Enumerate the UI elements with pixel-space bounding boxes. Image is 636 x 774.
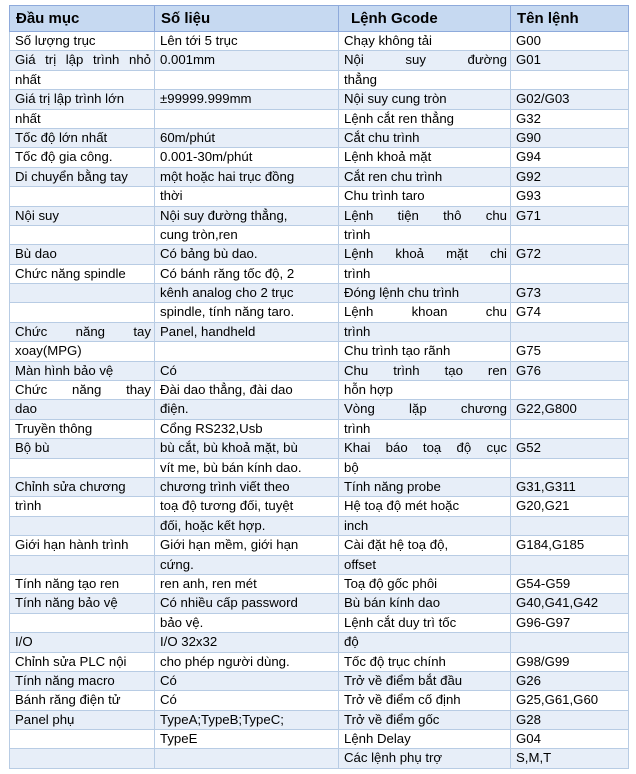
cell-category: trình (10, 497, 155, 516)
header-value: Số liệu (155, 6, 339, 32)
cell-value: vít me, bù bán kính dao. (155, 458, 339, 477)
cell-gcode: Trở về điểm cố định (339, 691, 511, 710)
cell-gcode: Các lệnh phụ trợ (339, 749, 511, 768)
table-row (10, 633, 629, 652)
cell-category: Nội suy (10, 206, 155, 225)
cell-gcode: Chu trình tạo ren (339, 361, 511, 380)
table-row (10, 303, 629, 322)
cell-gcode: Lệnh cắt duy trì tốc (339, 613, 511, 632)
cell-value: Giới hạn mềm, giới hạn (155, 536, 339, 555)
cell-category (10, 613, 155, 632)
cell-gcode: Chu trình tạo rãnh (339, 342, 511, 361)
cell-command-name: G04 (511, 730, 629, 749)
cell-category: Chức năng thay (10, 381, 155, 400)
table-row (10, 671, 629, 690)
cell-gcode: Lệnh tiện thô chu (339, 206, 511, 225)
table-row (10, 613, 629, 632)
cell-gcode: trình (339, 419, 511, 438)
cell-command-name: G96-G97 (511, 613, 629, 632)
table-row (10, 51, 629, 70)
cell-command-name: G00 (511, 32, 629, 51)
cell-category (10, 225, 155, 244)
cell-command-name: G31,G311 (511, 477, 629, 496)
table-row (10, 477, 629, 496)
cell-command-name: G184,G185 (511, 536, 629, 555)
header-row (10, 6, 629, 32)
cell-command-name (511, 264, 629, 283)
cell-gcode: bộ (339, 458, 511, 477)
table-row (10, 691, 629, 710)
cell-command-name: G52 (511, 439, 629, 458)
cell-category (10, 730, 155, 749)
table-row (10, 710, 629, 729)
cell-value: bù cắt, bù khoả mặt, bù (155, 439, 339, 458)
cell-category: Tốc độ gia công. (10, 148, 155, 167)
cell-value: Có (155, 671, 339, 690)
table-row (10, 109, 629, 128)
table-row (10, 400, 629, 419)
cell-gcode: Trở về điểm gốc (339, 710, 511, 729)
table-row (10, 361, 629, 380)
cell-value (155, 109, 339, 128)
cell-category: Màn hình bảo vệ (10, 361, 155, 380)
cell-value: đối, hoặc kết hợp. (155, 516, 339, 535)
header-category: Đầu mục (10, 6, 155, 32)
cell-command-name (511, 381, 629, 400)
cell-gcode: Lệnh khoan chu (339, 303, 511, 322)
cell-gcode: Khai báo toạ độ cục (339, 439, 511, 458)
cell-command-name: G76 (511, 361, 629, 380)
cell-gcode: Tính năng probe (339, 477, 511, 496)
cell-value: I/O 32x32 (155, 633, 339, 652)
cell-category: Tính năng bảo vệ (10, 594, 155, 613)
cell-value: 0.001-30m/phút (155, 148, 339, 167)
cell-value: TypeE (155, 730, 339, 749)
table-row (10, 70, 629, 89)
cell-value: Có bảng bù dao. (155, 245, 339, 264)
cell-gcode: Lệnh khoả mặt (339, 148, 511, 167)
cell-category (10, 303, 155, 322)
table-row (10, 264, 629, 283)
cell-command-name: G92 (511, 167, 629, 186)
cell-value: spindle, tính năng taro. (155, 303, 339, 322)
table-row (10, 497, 629, 516)
cell-gcode: Lệnh Delay (339, 730, 511, 749)
header-gcode: Lệnh Gcode (339, 6, 511, 32)
table-row (10, 749, 629, 768)
cell-gcode: thẳng (339, 70, 511, 89)
cell-value: 0.001mm (155, 51, 339, 70)
cell-command-name: G40,G41,G42 (511, 594, 629, 613)
cell-value: Đài dao thẳng, đài dao (155, 381, 339, 400)
table-row (10, 730, 629, 749)
cell-gcode: trình (339, 264, 511, 283)
spec-table (9, 5, 629, 769)
cell-value: ±99999.999mm (155, 90, 339, 109)
table-row (10, 516, 629, 535)
cell-gcode: Toạ độ gốc phôi (339, 574, 511, 593)
cell-category: Chức năng spindle (10, 264, 155, 283)
cell-gcode: Bù bán kính dao (339, 594, 511, 613)
cell-gcode: trình (339, 322, 511, 341)
table-body (10, 32, 629, 769)
cell-gcode: độ (339, 633, 511, 652)
cell-category: dao (10, 400, 155, 419)
table-row (10, 148, 629, 167)
cell-value: Có bánh răng tốc độ, 2 (155, 264, 339, 283)
cell-command-name: G26 (511, 671, 629, 690)
cell-gcode: hỗn hợp (339, 381, 511, 400)
cell-value: cung tròn,ren (155, 225, 339, 244)
cell-gcode: Nội suy cung tròn (339, 90, 511, 109)
cell-command-name (511, 458, 629, 477)
cell-value: chương trình viết theo (155, 477, 339, 496)
cell-gcode: Chạy không tải (339, 32, 511, 51)
cell-command-name: G75 (511, 342, 629, 361)
cell-command-name (511, 516, 629, 535)
cell-value: bảo vệ. (155, 613, 339, 632)
cell-category (10, 555, 155, 574)
cell-gcode: Vòng lặp chương (339, 400, 511, 419)
cell-gcode: trình (339, 225, 511, 244)
table-row (10, 536, 629, 555)
cell-command-name (511, 225, 629, 244)
cell-category (10, 458, 155, 477)
cell-command-name: G25,G61,G60 (511, 691, 629, 710)
cell-command-name: G22,G800 (511, 400, 629, 419)
cell-category: Tốc độ lớn nhất (10, 128, 155, 147)
cell-command-name: S,M,T (511, 749, 629, 768)
cell-category: I/O (10, 633, 155, 652)
cell-value: ren anh, ren mét (155, 574, 339, 593)
cell-value: Có nhiều cấp password (155, 594, 339, 613)
cell-gcode: Lệnh khoả mặt chi (339, 245, 511, 264)
cell-category: Tính năng macro (10, 671, 155, 690)
cell-command-name: G90 (511, 128, 629, 147)
cell-command-name: G71 (511, 206, 629, 225)
cell-category: Giới hạn hành trình (10, 536, 155, 555)
cell-category: Panel phụ (10, 710, 155, 729)
cell-value: 60m/phút (155, 128, 339, 147)
table-row (10, 32, 629, 51)
cell-value: Lên tới 5 trục (155, 32, 339, 51)
table-row (10, 419, 629, 438)
cell-gcode: inch (339, 516, 511, 535)
cell-value: điện. (155, 400, 339, 419)
table-row (10, 187, 629, 206)
table-row (10, 574, 629, 593)
table-row (10, 555, 629, 574)
cell-gcode: Cài đặt hệ toạ độ, (339, 536, 511, 555)
cell-value: kênh analog cho 2 trục (155, 284, 339, 303)
cell-category (10, 284, 155, 303)
cell-category: Bù dao (10, 245, 155, 264)
cell-value: Panel, handheld (155, 322, 339, 341)
table-row (10, 322, 629, 341)
cell-value: cứng. (155, 555, 339, 574)
cell-value: Cổng RS232,Usb (155, 419, 339, 438)
cell-gcode: Trở về điểm bắt đầu (339, 671, 511, 690)
table-row (10, 284, 629, 303)
cell-category: Giá trị lập trình nhỏ (10, 51, 155, 70)
cell-category: Chỉnh sửa chương (10, 477, 155, 496)
cell-category: Chỉnh sửa PLC nội (10, 652, 155, 671)
cell-gcode: Chu trình taro (339, 187, 511, 206)
cell-value: toạ độ tương đối, tuyệt (155, 497, 339, 516)
cell-gcode: Đóng lệnh chu trình (339, 284, 511, 303)
spec-table-container (9, 5, 628, 769)
cell-value (155, 749, 339, 768)
cell-command-name: G28 (511, 710, 629, 729)
table-row (10, 458, 629, 477)
cell-category (10, 749, 155, 768)
cell-value: một hoặc hai trục đồng (155, 167, 339, 186)
cell-command-name: G94 (511, 148, 629, 167)
cell-gcode: Hệ toạ độ mét hoặc (339, 497, 511, 516)
table-row (10, 128, 629, 147)
table-row (10, 439, 629, 458)
table-row (10, 381, 629, 400)
cell-category: nhất (10, 70, 155, 89)
cell-value: thời (155, 187, 339, 206)
cell-category: Tính năng tạo ren (10, 574, 155, 593)
cell-category (10, 187, 155, 206)
cell-command-name: G73 (511, 284, 629, 303)
cell-category: Số lượng trục (10, 32, 155, 51)
table-row (10, 245, 629, 264)
cell-value: Có (155, 691, 339, 710)
table-row (10, 342, 629, 361)
cell-value: cho phép người dùng. (155, 652, 339, 671)
cell-gcode: Cắt ren chu trình (339, 167, 511, 186)
table-row (10, 167, 629, 186)
cell-command-name: G01 (511, 51, 629, 70)
cell-command-name: G93 (511, 187, 629, 206)
cell-command-name: G02/G03 (511, 90, 629, 109)
cell-category: Truyền thông (10, 419, 155, 438)
cell-command-name (511, 633, 629, 652)
cell-value: TypeA;TypeB;TypeC; (155, 710, 339, 729)
cell-command-name: G98/G99 (511, 652, 629, 671)
table-row (10, 90, 629, 109)
cell-value: Nội suy đường thẳng, (155, 206, 339, 225)
cell-command-name (511, 70, 629, 89)
table-row (10, 652, 629, 671)
cell-command-name: G32 (511, 109, 629, 128)
cell-category: Bộ bù (10, 439, 155, 458)
cell-category: Di chuyển bằng tay (10, 167, 155, 186)
cell-value (155, 70, 339, 89)
cell-command-name: G72 (511, 245, 629, 264)
table-row (10, 206, 629, 225)
cell-gcode: offset (339, 555, 511, 574)
cell-category: xoay(MPG) (10, 342, 155, 361)
cell-gcode: Lệnh cắt ren thẳng (339, 109, 511, 128)
cell-category (10, 516, 155, 535)
cell-command-name: G74 (511, 303, 629, 322)
cell-category: Giá trị lập trình lớn (10, 90, 155, 109)
cell-command-name (511, 322, 629, 341)
table-row (10, 594, 629, 613)
cell-value: Có (155, 361, 339, 380)
cell-gcode: Nội suy đường (339, 51, 511, 70)
table-row (10, 225, 629, 244)
cell-command-name (511, 555, 629, 574)
cell-gcode: Tốc độ trục chính (339, 652, 511, 671)
cell-category: nhất (10, 109, 155, 128)
cell-gcode: Cắt chu trình (339, 128, 511, 147)
cell-command-name (511, 419, 629, 438)
cell-category: Bánh răng điện tử (10, 691, 155, 710)
cell-command-name: G54-G59 (511, 574, 629, 593)
cell-value (155, 342, 339, 361)
cell-category: Chức năng tay (10, 322, 155, 341)
cell-command-name: G20,G21 (511, 497, 629, 516)
header-command-name: Tên lệnh (511, 6, 629, 32)
